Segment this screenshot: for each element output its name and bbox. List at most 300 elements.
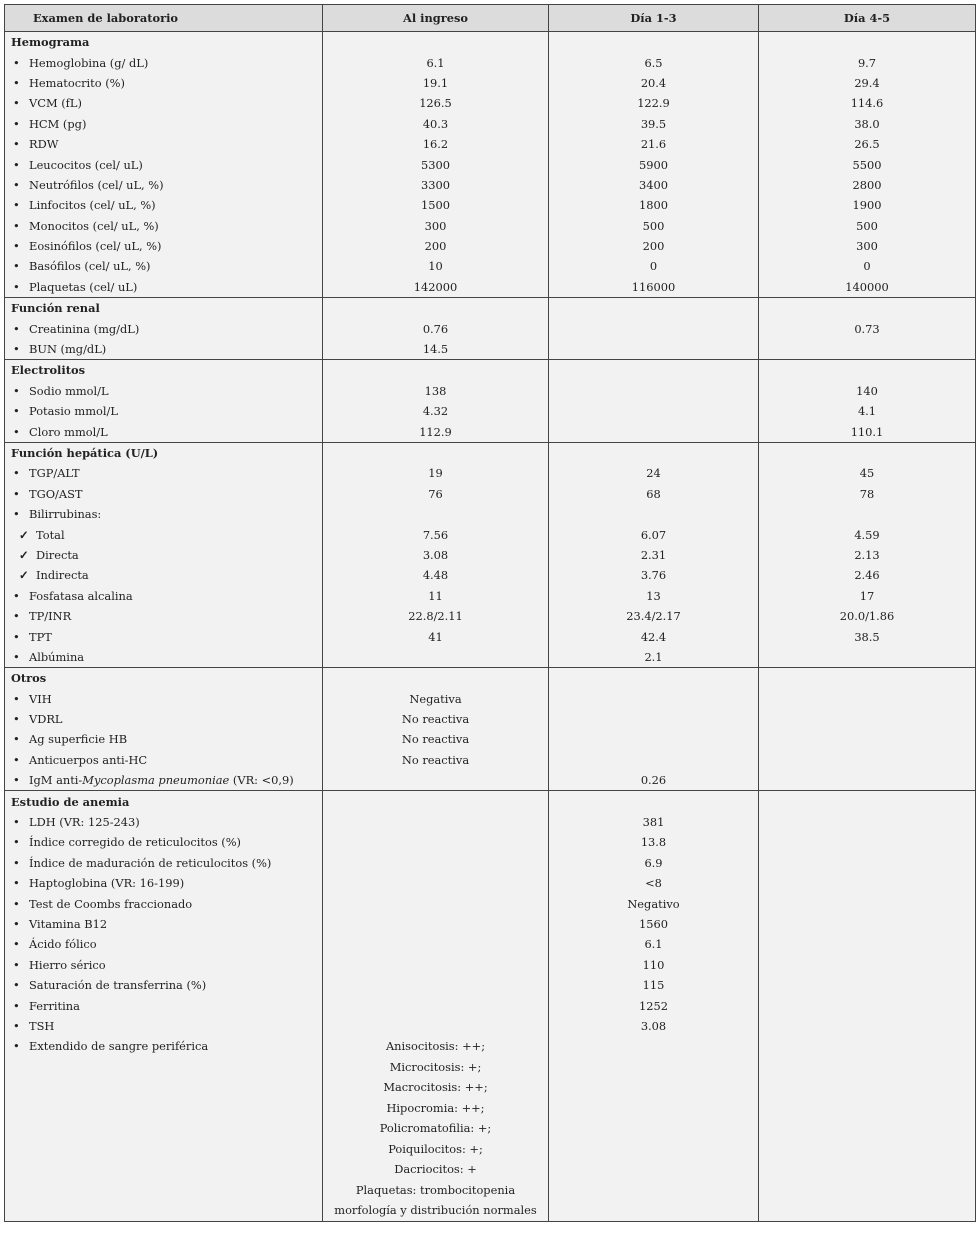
table-row xyxy=(5,995,976,1015)
row-label xyxy=(5,770,323,791)
row-label xyxy=(5,812,323,832)
table-row xyxy=(5,318,976,338)
table-header xyxy=(5,5,976,32)
row-label-text: Ácido fólico xyxy=(29,937,97,952)
row-label xyxy=(5,586,323,606)
value-cell-2: 1800 xyxy=(549,195,759,215)
bullet-icon: • xyxy=(13,815,20,830)
value-cell-3 xyxy=(759,729,976,749)
value-cell-3: 29.4 xyxy=(759,73,976,93)
value-cell-1: 41 xyxy=(323,626,549,646)
bullet-icon: • xyxy=(13,157,20,172)
row-label xyxy=(5,545,323,565)
row-label-text: Linfocitos (cel/ uL, %) xyxy=(29,198,156,213)
smear-finding-line: Poiquilocitos: +; xyxy=(388,1141,483,1156)
row-label-text: Monocitos (cel/ uL, %) xyxy=(29,218,159,233)
value-cell-1 xyxy=(323,832,549,852)
table-row xyxy=(5,73,976,93)
row-label-text: TGO/AST xyxy=(29,486,83,501)
value-cell-3 xyxy=(759,339,976,360)
value-cell-1: 300 xyxy=(323,216,549,236)
row-label xyxy=(5,689,323,709)
empty-cell xyxy=(323,791,549,812)
smear-finding-line: morfología y distribución normales xyxy=(334,1203,537,1218)
value-cell-1: No reactiva xyxy=(323,750,549,770)
value-cell-1: 200 xyxy=(323,236,549,256)
value-cell-2: 1252 xyxy=(549,995,759,1015)
row-label-text: Haptoglobina (VR: 16-199) xyxy=(29,876,185,891)
row-label xyxy=(5,729,323,749)
table-row xyxy=(5,893,976,913)
row-label-text: Hemoglobina (g/ dL) xyxy=(29,55,149,70)
row-label xyxy=(5,134,323,154)
row-label-text: Índice de maduración de reticulocitos (%) xyxy=(29,855,272,870)
empty-cell xyxy=(323,668,549,689)
value-cell-3: 140 xyxy=(759,381,976,401)
checkmark-icon: ✓ xyxy=(19,568,29,583)
value-cell-2: 3.08 xyxy=(549,1016,759,1036)
value-cell-3: 2.46 xyxy=(759,565,976,585)
row-label-text: VIH xyxy=(29,691,52,706)
row-label xyxy=(5,381,323,401)
row-label-text: Sodio mmol/L xyxy=(29,383,109,398)
bullet-icon: • xyxy=(13,691,20,706)
value-cell-3 xyxy=(759,914,976,934)
row-label xyxy=(5,1036,323,1221)
value-cell-3 xyxy=(759,709,976,729)
row-label xyxy=(5,175,323,195)
value-cell-3 xyxy=(759,832,976,852)
value-cell-3: 17 xyxy=(759,586,976,606)
value-cell-2: 39.5 xyxy=(549,114,759,134)
value-cell-3: 114.6 xyxy=(759,93,976,113)
row-label xyxy=(5,216,323,236)
section-title-hemograma: Hemograma xyxy=(5,32,323,53)
table-body xyxy=(5,32,976,1222)
value-cell-1: 3300 xyxy=(323,175,549,195)
row-label-text: Directa xyxy=(36,547,79,562)
table-row xyxy=(5,812,976,832)
table-row-smear xyxy=(5,1036,976,1221)
value-cell-1: Negativa xyxy=(323,689,549,709)
value-cell-2: 6.07 xyxy=(549,524,759,544)
value-cell-2: 0 xyxy=(549,256,759,276)
value-cell-3 xyxy=(759,647,976,668)
row-label xyxy=(5,504,323,524)
bullet-icon: • xyxy=(13,239,20,254)
lab-results-table xyxy=(4,4,976,1222)
row-label xyxy=(5,975,323,995)
table-row xyxy=(5,463,976,483)
bullet-icon: • xyxy=(13,649,20,664)
row-label-text: Fosfatasa alcalina xyxy=(29,588,133,603)
bullet-icon: • xyxy=(13,978,20,993)
bullet-icon: • xyxy=(13,321,20,336)
value-cell-3 xyxy=(759,770,976,791)
table-row xyxy=(5,647,976,668)
table-row xyxy=(5,832,976,852)
value-cell-1 xyxy=(323,853,549,873)
bullet-icon: • xyxy=(13,137,20,152)
value-cell-2: 500 xyxy=(549,216,759,236)
value-cell-1: No reactiva xyxy=(323,709,549,729)
section-row-estudio-de-anemia xyxy=(5,791,976,812)
smear-finding-line: Microcitosis: +; xyxy=(389,1059,482,1074)
table-row xyxy=(5,421,976,442)
row-label-text: Hematocrito (%) xyxy=(29,75,125,90)
value-cell-1 xyxy=(323,812,549,832)
row-label-text: Creatinina (mg/dL) xyxy=(29,321,140,336)
row-label xyxy=(5,236,323,256)
table-row xyxy=(5,955,976,975)
table-row xyxy=(5,175,976,195)
row-label-text: BUN (mg/dL) xyxy=(29,342,107,357)
value-cell-2: 0.26 xyxy=(549,770,759,791)
table-row xyxy=(5,236,976,256)
value-cell-2 xyxy=(549,504,759,524)
row-label xyxy=(5,565,323,585)
value-cell-2 xyxy=(549,750,759,770)
value-cell-3: 2.13 xyxy=(759,545,976,565)
row-label xyxy=(5,318,323,338)
bullet-icon: • xyxy=(13,712,20,727)
value-cell-1: 40.3 xyxy=(323,114,549,134)
value-cell-1: 142000 xyxy=(323,277,549,298)
row-label xyxy=(5,52,323,72)
table-row xyxy=(5,154,976,174)
row-label xyxy=(5,114,323,134)
row-label xyxy=(5,709,323,729)
row-label-text: Plaquetas (cel/ uL) xyxy=(29,279,138,294)
table-row xyxy=(5,606,976,626)
value-cell-1: 76 xyxy=(323,484,549,504)
value-cell-3 xyxy=(759,934,976,954)
value-cell-3 xyxy=(759,1016,976,1036)
value-cell-1: 138 xyxy=(323,381,549,401)
bullet-icon: • xyxy=(13,588,20,603)
table-row xyxy=(5,195,976,215)
row-label-text: Basófilos (cel/ uL, %) xyxy=(29,259,151,274)
value-cell-1: 10 xyxy=(323,256,549,276)
row-label-text: LDH (VR: 125-243) xyxy=(29,815,140,830)
empty-cell xyxy=(549,1036,759,1221)
row-label xyxy=(5,401,323,421)
row-label-tail: (VR: <0,9) xyxy=(229,773,294,788)
smear-finding-line: Macrocitosis: ++; xyxy=(383,1080,488,1095)
value-cell-3: 26.5 xyxy=(759,134,976,154)
value-cell-1 xyxy=(323,647,549,668)
value-cell-2 xyxy=(549,318,759,338)
table-row xyxy=(5,484,976,504)
row-label xyxy=(5,832,323,852)
value-cell-1: 112.9 xyxy=(323,421,549,442)
bullet-icon: • xyxy=(13,96,20,111)
value-cell-2: 2.1 xyxy=(549,647,759,668)
row-label-text: Ferritina xyxy=(29,998,80,1013)
value-cell-1: 5300 xyxy=(323,154,549,174)
row-label xyxy=(5,750,323,770)
header-admission: Al ingreso xyxy=(323,5,549,32)
value-cell-1: 19.1 xyxy=(323,73,549,93)
section-row-hemograma xyxy=(5,32,976,53)
checkmark-icon: ✓ xyxy=(19,527,29,542)
bullet-icon: • xyxy=(13,383,20,398)
value-cell-2: 13.8 xyxy=(549,832,759,852)
bullet-icon: • xyxy=(13,855,20,870)
empty-cell xyxy=(759,298,976,319)
bullet-icon: • xyxy=(13,342,20,357)
value-cell-2 xyxy=(549,709,759,729)
value-cell-3: 5500 xyxy=(759,154,976,174)
value-cell-2 xyxy=(549,421,759,442)
bullet-icon: • xyxy=(13,957,20,972)
header-day-4-5: Día 4-5 xyxy=(759,5,976,32)
value-cell-2: 122.9 xyxy=(549,93,759,113)
bullet-icon: • xyxy=(13,404,20,419)
row-label xyxy=(5,93,323,113)
bullet-icon: • xyxy=(13,116,20,131)
empty-cell xyxy=(323,32,549,53)
value-cell-2: 68 xyxy=(549,484,759,504)
table-row xyxy=(5,626,976,646)
table-row xyxy=(5,52,976,72)
bullet-icon: • xyxy=(13,998,20,1013)
value-cell-3 xyxy=(759,812,976,832)
value-cell-1: 3.08 xyxy=(323,545,549,565)
value-cell-2: 200 xyxy=(549,236,759,256)
row-label-text: Leucocitos (cel/ uL) xyxy=(29,157,143,172)
row-label-italic: Mycoplasma pneumoniae xyxy=(82,773,230,788)
section-row-funcion-hepatica-u-l xyxy=(5,442,976,463)
value-cell-3: 500 xyxy=(759,216,976,236)
row-label xyxy=(5,1016,323,1036)
value-cell-1 xyxy=(323,1016,549,1036)
table-row xyxy=(5,93,976,113)
table-row xyxy=(5,401,976,421)
table-row xyxy=(5,545,976,565)
value-cell-2: 6.9 xyxy=(549,853,759,873)
row-label-text: Saturación de transferrina (%) xyxy=(29,978,207,993)
value-cell-3 xyxy=(759,873,976,893)
bullet-icon: • xyxy=(13,55,20,70)
row-label-text: IgM anti- xyxy=(29,773,83,788)
value-cell-2: 6.5 xyxy=(549,52,759,72)
bullet-icon: • xyxy=(13,732,20,747)
value-cell-1 xyxy=(323,975,549,995)
value-cell-2: 2.31 xyxy=(549,545,759,565)
section-title-electrolitos: Electrolitos xyxy=(5,360,323,381)
smear-finding-line: Anisocitosis: ++; xyxy=(385,1039,486,1054)
row-label-text: HCM (pg) xyxy=(29,116,87,131)
value-cell-2 xyxy=(549,689,759,709)
row-label-text: TPT xyxy=(29,629,52,644)
empty-cell xyxy=(549,298,759,319)
smear-finding-line: Policromatofilia: +; xyxy=(379,1121,492,1136)
value-cell-3: 38.5 xyxy=(759,626,976,646)
value-cell-1: 19 xyxy=(323,463,549,483)
row-label xyxy=(5,873,323,893)
row-label xyxy=(5,995,323,1015)
table-row xyxy=(5,770,976,791)
empty-cell xyxy=(549,791,759,812)
value-cell-2: 116000 xyxy=(549,277,759,298)
row-label xyxy=(5,421,323,442)
empty-cell xyxy=(759,1036,976,1221)
row-label xyxy=(5,647,323,668)
row-label-text: Extendido de sangre periférica xyxy=(29,1039,209,1054)
bullet-icon: • xyxy=(13,937,20,952)
row-label-text: Indirecta xyxy=(36,568,89,583)
value-cell-2 xyxy=(549,401,759,421)
value-cell-2: <8 xyxy=(549,873,759,893)
value-cell-1 xyxy=(323,504,549,524)
table-row xyxy=(5,524,976,544)
row-label-text: TSH xyxy=(29,1018,55,1033)
bullet-icon: • xyxy=(13,279,20,294)
empty-cell xyxy=(549,668,759,689)
row-label xyxy=(5,853,323,873)
value-cell-2: 21.6 xyxy=(549,134,759,154)
row-label-text: VCM (fL) xyxy=(29,96,82,111)
row-label-text: Test de Coombs fraccionado xyxy=(29,896,193,911)
value-cell-3: 45 xyxy=(759,463,976,483)
value-cell-1: 6.1 xyxy=(323,52,549,72)
smear-finding-line: Hipocromia: ++; xyxy=(386,1100,485,1115)
bullet-icon: • xyxy=(13,773,20,788)
table-row xyxy=(5,216,976,236)
row-label xyxy=(5,914,323,934)
table-row xyxy=(5,873,976,893)
smear-findings xyxy=(323,1036,549,1221)
value-cell-3: 20.0/1.86 xyxy=(759,606,976,626)
value-cell-1: 4.48 xyxy=(323,565,549,585)
table-row xyxy=(5,689,976,709)
table-row xyxy=(5,586,976,606)
value-cell-2: 23.4/2.17 xyxy=(549,606,759,626)
value-cell-3 xyxy=(759,750,976,770)
row-label-text: Albúmina xyxy=(29,649,85,664)
value-cell-2 xyxy=(549,729,759,749)
row-label-text: Cloro mmol/L xyxy=(29,424,108,439)
row-label-text: Potasio mmol/L xyxy=(29,404,118,419)
empty-cell xyxy=(549,442,759,463)
value-cell-2: Negativo xyxy=(549,893,759,913)
value-cell-3 xyxy=(759,504,976,524)
bullet-icon: • xyxy=(13,424,20,439)
section-title-estudio-de-anemia: Estudio de anemia xyxy=(5,791,323,812)
value-cell-1: No reactiva xyxy=(323,729,549,749)
value-cell-3: 300 xyxy=(759,236,976,256)
empty-cell xyxy=(323,360,549,381)
bullet-icon: • xyxy=(13,1039,20,1054)
section-row-funcion-renal xyxy=(5,298,976,319)
value-cell-1 xyxy=(323,995,549,1015)
value-cell-3 xyxy=(759,955,976,975)
bullet-icon: • xyxy=(13,1018,20,1033)
row-label xyxy=(5,893,323,913)
value-cell-2: 381 xyxy=(549,812,759,832)
row-label-text: Eosinófilos (cel/ uL, %) xyxy=(29,239,162,254)
bullet-icon: • xyxy=(13,466,20,481)
empty-cell xyxy=(323,442,549,463)
section-title-otros: Otros xyxy=(5,668,323,689)
table-row xyxy=(5,914,976,934)
row-label xyxy=(5,154,323,174)
row-label-text: VDRL xyxy=(29,712,63,727)
value-cell-1: 0.76 xyxy=(323,318,549,338)
table-row xyxy=(5,1016,976,1036)
bullet-icon: • xyxy=(13,916,20,931)
value-cell-3: 0 xyxy=(759,256,976,276)
row-label xyxy=(5,955,323,975)
value-cell-2: 13 xyxy=(549,586,759,606)
bullet-icon: • xyxy=(13,507,20,522)
table-row xyxy=(5,339,976,360)
value-cell-3 xyxy=(759,893,976,913)
table-row xyxy=(5,975,976,995)
empty-cell xyxy=(759,668,976,689)
value-cell-3: 4.59 xyxy=(759,524,976,544)
bullet-icon: • xyxy=(13,486,20,501)
value-cell-3: 1900 xyxy=(759,195,976,215)
row-label-text: RDW xyxy=(29,137,59,152)
section-title-funcion-renal: Función renal xyxy=(5,298,323,319)
row-label xyxy=(5,626,323,646)
value-cell-1: 11 xyxy=(323,586,549,606)
section-row-electrolitos xyxy=(5,360,976,381)
row-label xyxy=(5,484,323,504)
row-label-text: Bilirrubinas: xyxy=(29,507,102,522)
value-cell-3 xyxy=(759,689,976,709)
section-row-otros xyxy=(5,668,976,689)
row-label xyxy=(5,934,323,954)
table-row xyxy=(5,750,976,770)
value-cell-2: 1560 xyxy=(549,914,759,934)
bullet-icon: • xyxy=(13,752,20,767)
value-cell-2: 20.4 xyxy=(549,73,759,93)
empty-cell xyxy=(323,298,549,319)
bullet-icon: • xyxy=(13,177,20,192)
row-label-text: TGP/ALT xyxy=(29,466,80,481)
checkmark-icon: ✓ xyxy=(19,547,29,562)
value-cell-1: 126.5 xyxy=(323,93,549,113)
table-row xyxy=(5,709,976,729)
row-label-text: TP/INR xyxy=(29,609,72,624)
value-cell-3: 9.7 xyxy=(759,52,976,72)
value-cell-3: 0.73 xyxy=(759,318,976,338)
value-cell-1: 7.56 xyxy=(323,524,549,544)
smear-finding-line: Plaquetas: trombocitopenia xyxy=(355,1182,516,1197)
row-label xyxy=(5,256,323,276)
value-cell-1 xyxy=(323,893,549,913)
table-row xyxy=(5,853,976,873)
value-cell-2: 110 xyxy=(549,955,759,975)
empty-cell xyxy=(759,442,976,463)
row-label xyxy=(5,606,323,626)
value-cell-3 xyxy=(759,995,976,1015)
value-cell-3: 78 xyxy=(759,484,976,504)
value-cell-1: 4.32 xyxy=(323,401,549,421)
value-cell-1: 14.5 xyxy=(323,339,549,360)
row-label xyxy=(5,73,323,93)
value-cell-3: 110.1 xyxy=(759,421,976,442)
row-label-text: Índice corregido de reticulocitos (%) xyxy=(29,835,241,850)
bullet-icon: • xyxy=(13,259,20,274)
bullet-icon: • xyxy=(13,75,20,90)
header-exam: Examen de laboratorio xyxy=(5,5,323,32)
value-cell-2: 115 xyxy=(549,975,759,995)
value-cell-2: 24 xyxy=(549,463,759,483)
